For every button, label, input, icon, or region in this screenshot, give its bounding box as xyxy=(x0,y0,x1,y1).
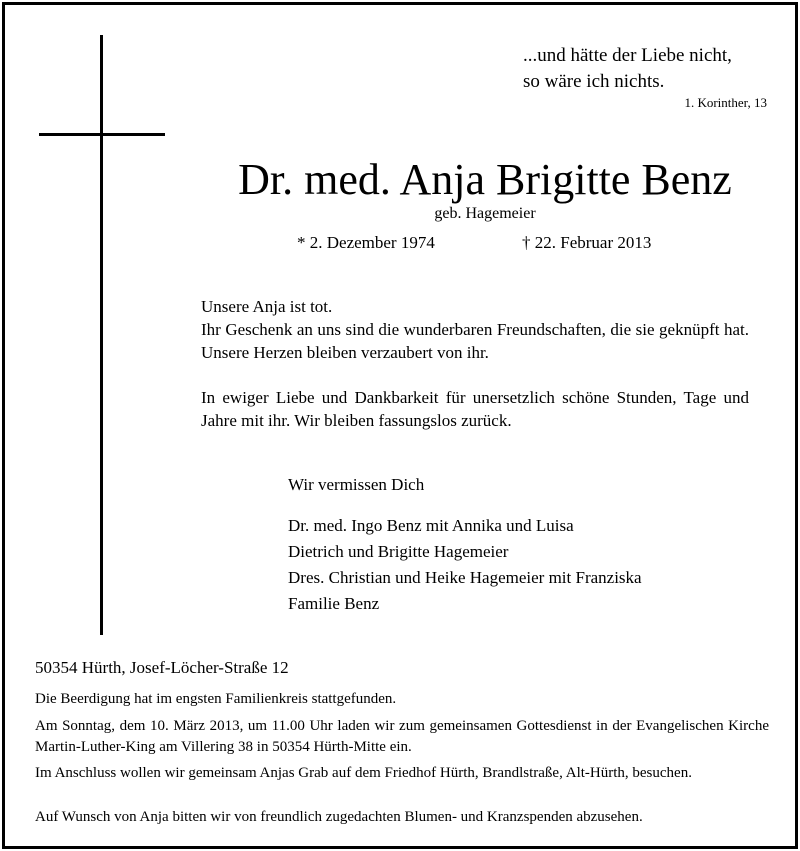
mourner-name: Dr. med. Ingo Benz mit Annika und Luisa xyxy=(288,516,574,535)
grave-visit-note: Im Anschluss wollen wir gemeinsam Anjas Grab auf dem Friedhof Hürth, Brandlstraße, Alt-Hürth, besuchen. xyxy=(35,765,692,781)
mourner-name: Dres. Christian und Heike Hagemeier mit Franziska xyxy=(288,568,642,587)
cross-vertical-bar xyxy=(100,35,103,635)
burial-note: Die Beerdigung hat im engsten Familienkreis stattgefunden. xyxy=(35,691,397,707)
mourners-list xyxy=(288,513,642,617)
cross-horizontal-bar xyxy=(39,133,165,136)
birth-date: * 2. Dezember 1974 xyxy=(297,233,435,252)
death-date: † 22. Februar 2013 xyxy=(522,233,652,252)
message-paragraph-1 xyxy=(201,295,749,364)
quote-line-1: ...und hätte der Liebe nicht, xyxy=(523,45,732,66)
message-line-1: Unsere Anja ist tot. xyxy=(201,297,333,316)
mourners-intro: Wir vermissen Dich xyxy=(288,475,425,494)
message-paragraph-2: In ewiger Liebe und Dankbarkeit für unersetzlich schöne Stunden, Tage und Jahre mit ihr. Wir bleiben fassungslos zurück. xyxy=(201,388,749,430)
quote-line-2: so wäre ich nichts. xyxy=(523,71,665,92)
deceased-name: Dr. med. Anja Brigitte Benz xyxy=(238,155,732,204)
service-note: Am Sonntag, dem 10. März 2013, um 11.00 Uhr laden wir zum gemeinsamen Gottesdienst in der Evangelischen Kirche Martin-Luther-King am Villering 38 in 50354 Hürth-Mitte ein. xyxy=(35,718,769,755)
message-text-1: Ihr Geschenk an uns sind die wunderbaren Freundschaften, die sie geknüpft hat. Unsere Herzen bleiben verzaubert von ihr. xyxy=(201,320,749,362)
flowers-note: Auf Wunsch von Anja bitten wir von freundlich zugedachten Blumen- und Kranzspenden abzusehen. xyxy=(35,809,643,825)
quote-source: 1. Korinther, 13 xyxy=(684,95,767,110)
obituary-notice xyxy=(2,2,798,849)
family-address: 50354 Hürth, Josef-Löcher-Straße 12 xyxy=(35,658,289,677)
mourner-name: Familie Benz xyxy=(288,594,380,613)
mourner-name: Dietrich und Brigitte Hagemeier xyxy=(288,542,509,561)
birth-name: geb. Hagemeier xyxy=(434,205,536,222)
bible-quote xyxy=(523,43,732,95)
